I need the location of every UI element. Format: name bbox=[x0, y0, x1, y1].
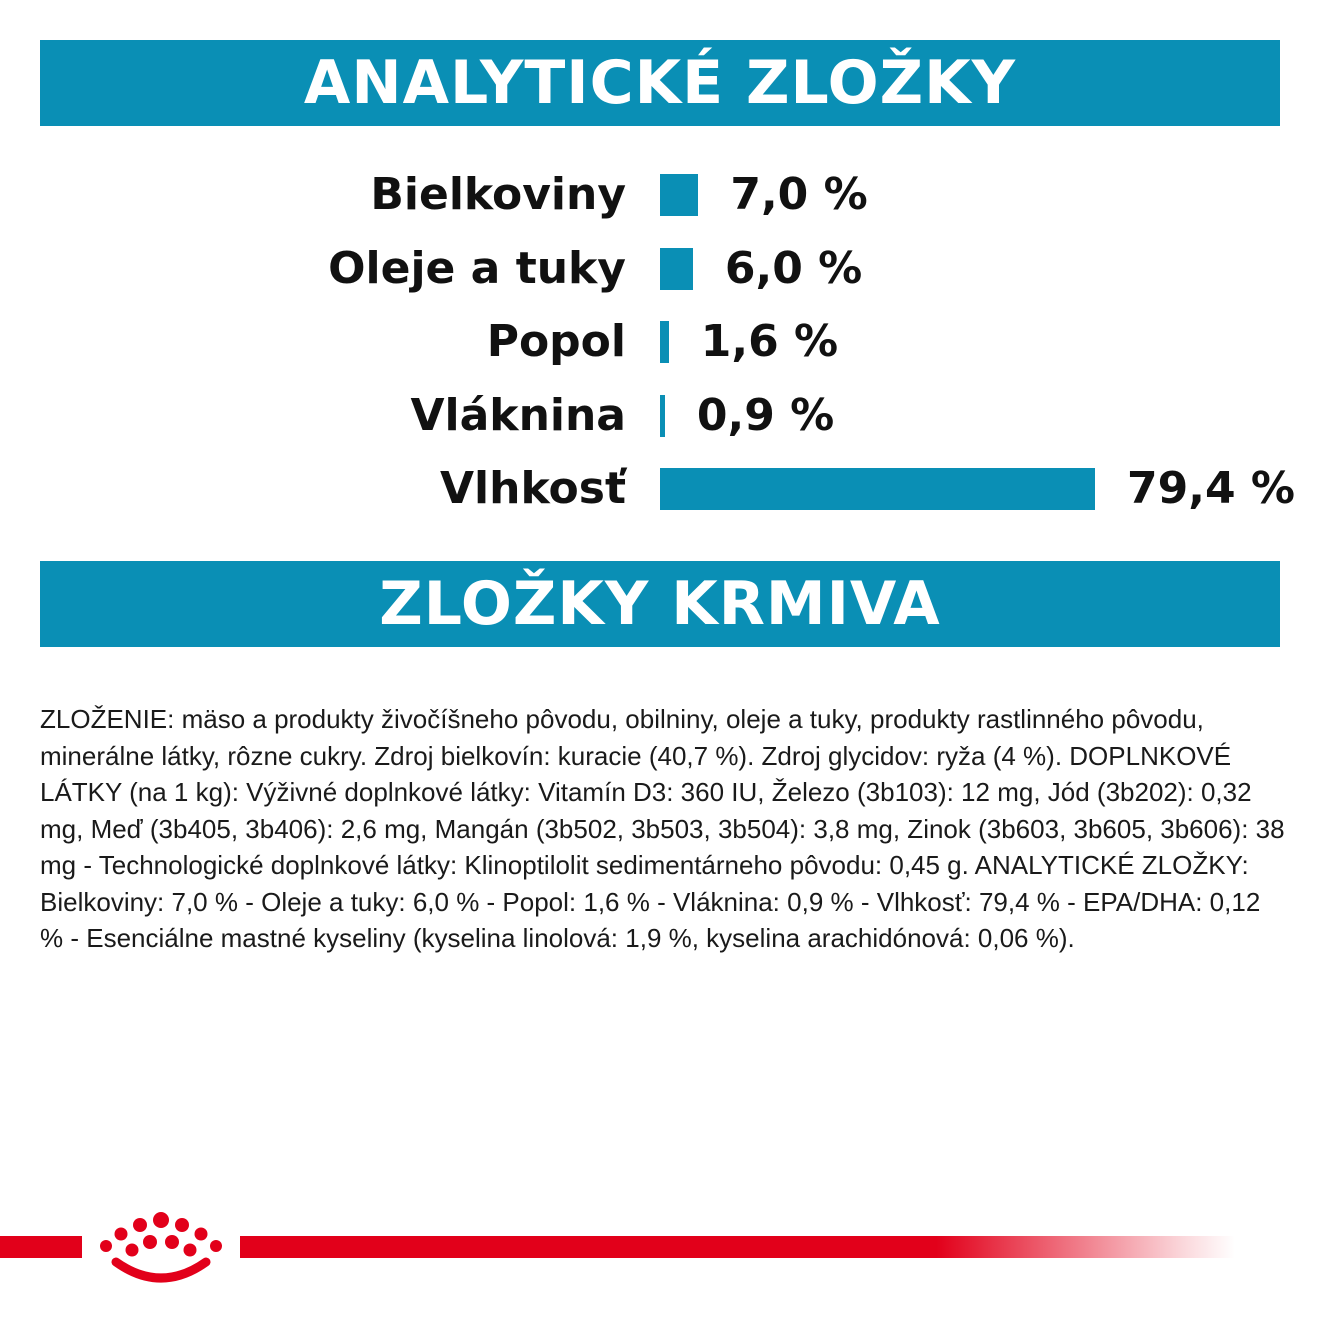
crown-logo-icon bbox=[88, 1206, 234, 1284]
feed-ingredients-title: ZLOŽKY KRMIVA bbox=[379, 569, 941, 639]
composition-text: ZLOŽENIE: mäso a produkty živočíšneho pôvodu, obilniny, oleje a tuky, produkty rastlinného pôvodu, minerálne látky, rôzne cukry. Zdroj bielkovín: kuracie (40,7 %). Zdroj glycidov: ryža (4 %). DOPLNKOVÉ LÁTKY (na 1 kg): Výživné doplnkové látky: Vitamín D3: 360 IU, Železo (3b103): 12 mg, Jód (3b202): 0,32 mg, Meď (3b405, 3b406): 2,6 mg, Mangán (3b502, 3b503, 3b504): 3,8 mg, Zinok (3b603, 3b605, 3b606): 38 mg - Technologické doplnkové látky: Klinoptilolit sedimentárneho pôvodu: 0,45 g. ANALYTICKÉ ZLOŽKY: Bielkoviny: 7,0 % - Oleje a tuky: 6,0 % - Popol: 1,6 % - Vláknina: 0,9 % - Vlhkosť: 79,4 % - EPA/DHA: 0,12 % - Esenciálne mastné kyseliny (kyselina linolová: 1,9 %, kyselina arachidónová: 0,06 %). bbox=[40, 704, 1285, 953]
chart-row bbox=[0, 169, 1320, 220]
analytical-components-title: ANALYTICKÉ ZLOŽKY bbox=[303, 48, 1017, 118]
value-label: 1,6 % bbox=[700, 316, 839, 367]
chart-row bbox=[0, 316, 1320, 367]
bar bbox=[660, 468, 1095, 510]
footer-brand-strip bbox=[0, 1200, 1320, 1290]
category-label: Vlhkosť bbox=[440, 463, 626, 514]
feed-ingredients-banner bbox=[40, 561, 1280, 647]
chart-row bbox=[0, 242, 1320, 294]
footer-red-line-left bbox=[0, 1236, 82, 1258]
category-label: Oleje a tuky bbox=[328, 242, 626, 294]
chart-row bbox=[0, 389, 1320, 441]
footer-red-line-right bbox=[240, 1236, 1235, 1258]
bar bbox=[660, 321, 669, 363]
category-label: Vláknina bbox=[410, 389, 626, 441]
bar bbox=[660, 248, 693, 290]
bar bbox=[660, 395, 665, 437]
analytical-components-chart bbox=[0, 160, 1320, 530]
value-label: 0,9 % bbox=[696, 389, 835, 441]
value-label: 7,0 % bbox=[730, 169, 868, 220]
analytical-components-banner bbox=[40, 40, 1280, 126]
bar bbox=[660, 174, 698, 216]
category-label: Popol bbox=[486, 316, 626, 367]
category-label: Bielkoviny bbox=[370, 169, 626, 220]
value-label: 6,0 % bbox=[724, 242, 863, 294]
chart-row bbox=[0, 463, 1320, 514]
value-label: 79,4 % bbox=[1127, 463, 1295, 514]
